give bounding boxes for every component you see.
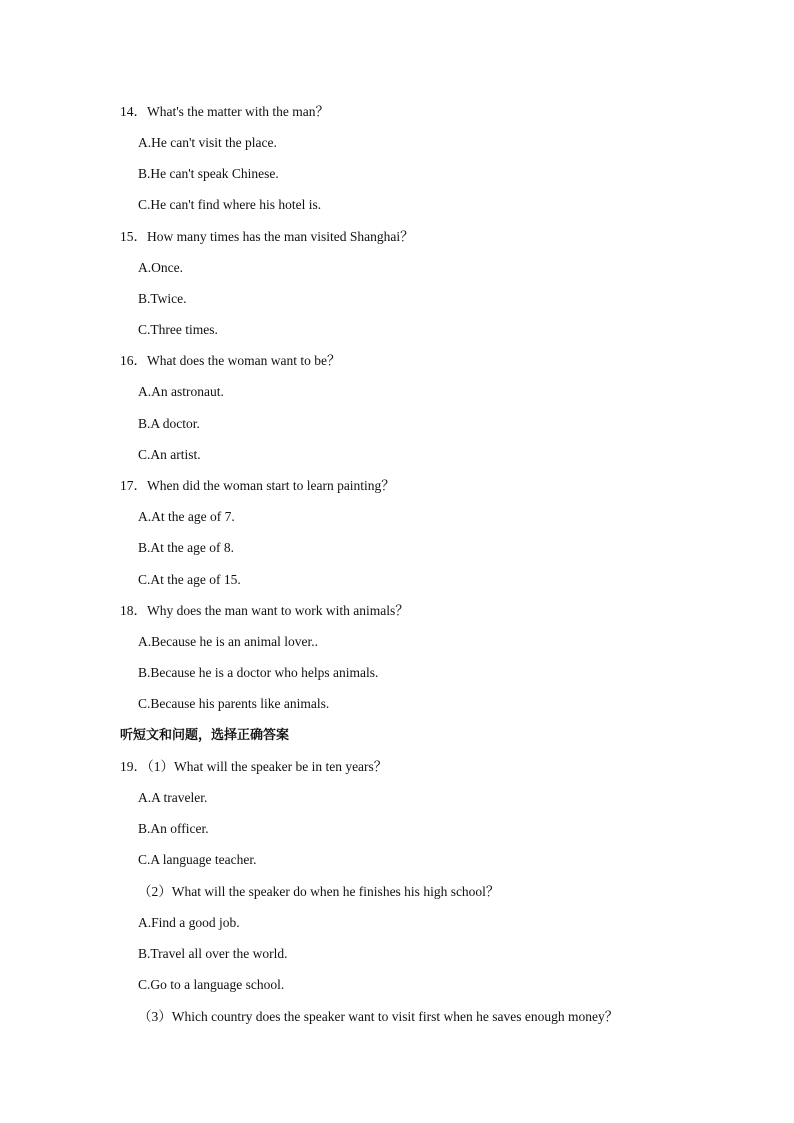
option-18b: B.Because he is a doctor who helps animals.: [138, 665, 379, 680]
option-14c: C.He can't find where his hotel is.: [138, 197, 322, 212]
option-19-2a: A.Find a good job.: [138, 915, 240, 930]
option-19-2b: B.Travel all over the world.: [138, 946, 288, 961]
question-19-3: （3）Which country does the speaker want to visit first when he saves enough money？: [138, 1009, 619, 1024]
option-15c: C.Three times.: [138, 322, 218, 337]
option-17b: B.At the age of 8.: [138, 540, 234, 555]
option-17c: C.At the age of 15.: [138, 572, 241, 587]
option-15b: B.Twice.: [138, 291, 187, 306]
option-16c: C.An artist.: [138, 447, 201, 462]
option-14a: A.He can't visit the place.: [138, 135, 277, 150]
option-19-1b: B.An officer.: [138, 821, 209, 836]
option-16b: B.A doctor.: [138, 416, 200, 431]
question-14: 14．What's the matter with the man？: [120, 104, 330, 119]
option-15a: A.Once.: [138, 260, 183, 275]
question-16: 16．What does the woman want to be？: [120, 353, 341, 368]
option-18c: C.Because his parents like animals.: [138, 696, 330, 711]
question-15: 15．How many times has the man visited Shanghai？: [120, 229, 414, 244]
option-18a: A.Because he is an animal lover..: [138, 634, 318, 649]
question-17: 17．When did the woman start to learn painting？: [120, 478, 395, 493]
option-19-1c: C.A language teacher.: [138, 852, 257, 867]
option-19-2c: C.Go to a language school.: [138, 977, 285, 992]
question-18: 18．Why does the man want to work with animals？: [120, 603, 409, 618]
option-16a: A.An astronaut.: [138, 384, 224, 399]
question-19-2: （2）What will the speaker do when he finishes his high school？: [138, 884, 500, 899]
option-17a: A.At the age of 7.: [138, 509, 235, 524]
section-heading: 听短文和问题，选择正确答案: [120, 728, 290, 743]
option-19-1a: A.A traveler.: [138, 790, 208, 805]
question-19-1: 19．（1）What will the speaker be in ten years？: [120, 759, 388, 774]
option-14b: B.He can't speak Chinese.: [138, 166, 279, 181]
